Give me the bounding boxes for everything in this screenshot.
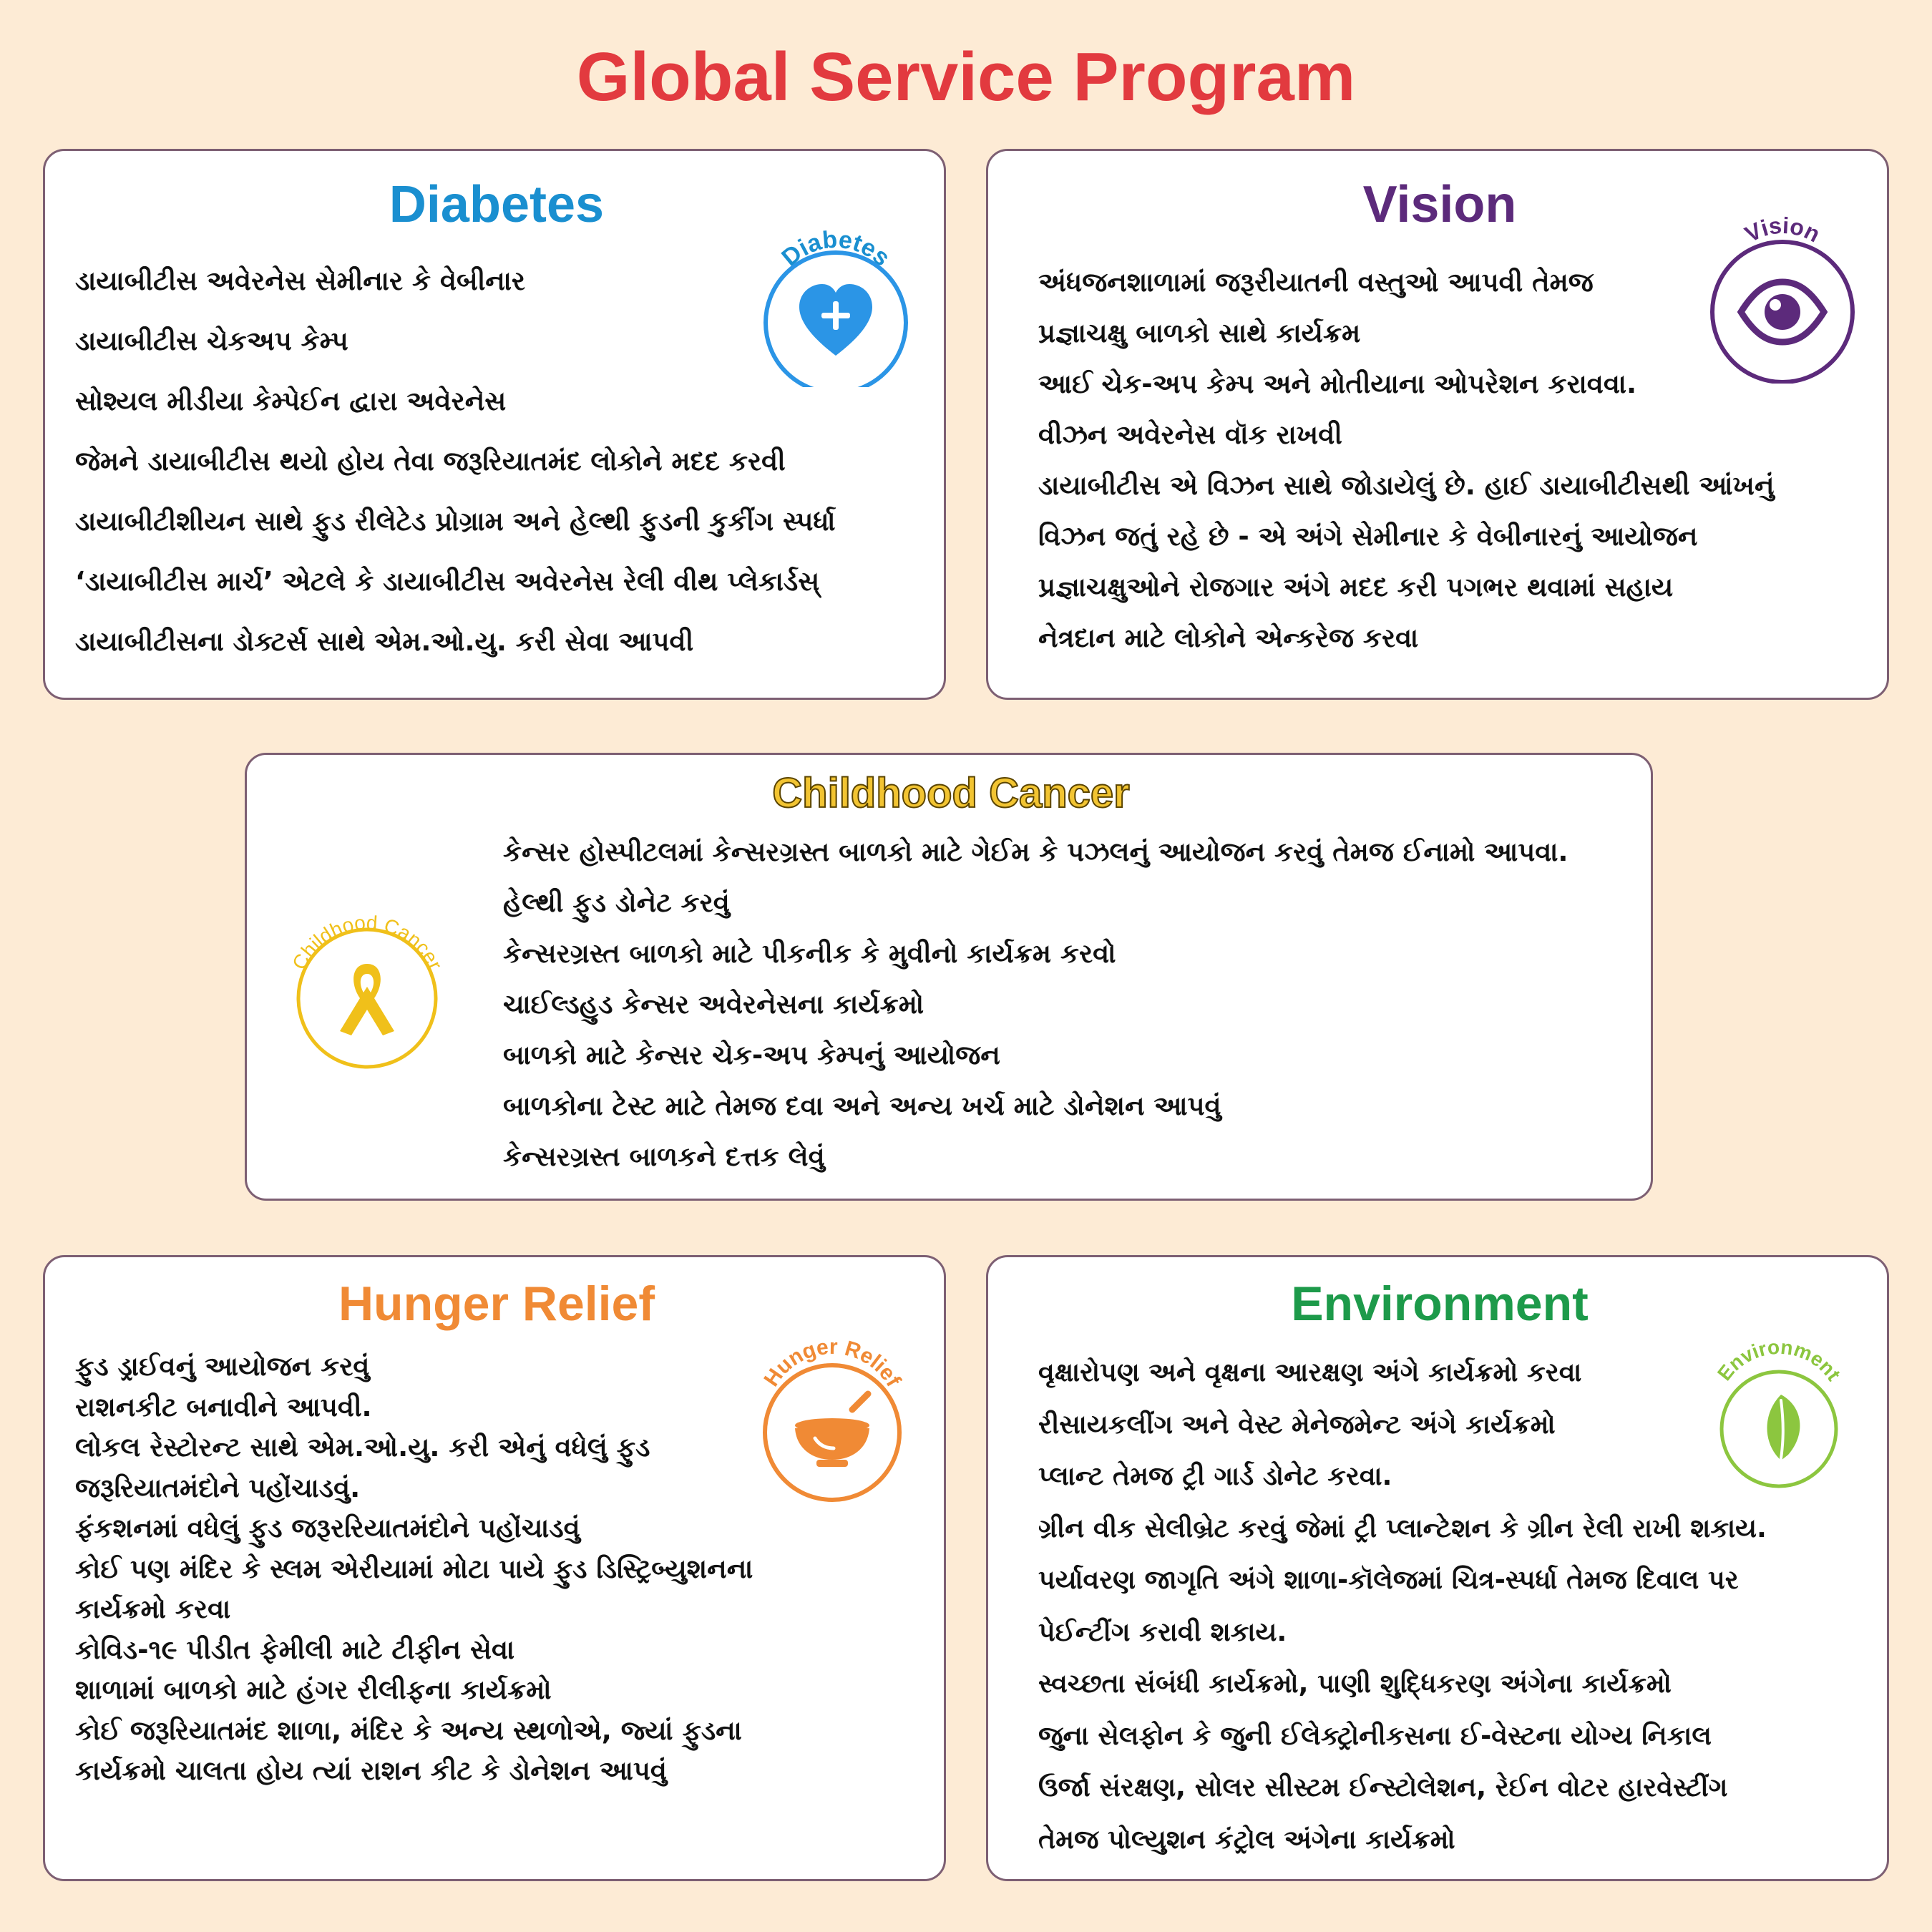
list-item: કોઈ પણ મંદિર કે સ્લમ એરીયામાં મોટા પાયે ફુડ ડિસ્ટ્રિબ્યુશનના xyxy=(75,1553,753,1584)
food-bowl-icon xyxy=(795,1394,869,1467)
item-list xyxy=(503,826,1568,1182)
list-item: ઉર્જા સંરક્ષણ, સોલર સીસ્ટમ ઈન્સ્ટોલેશન, રેઈન વોટર હારવેસ્ટીંગ xyxy=(1038,1772,1728,1802)
card-title: Diabetes xyxy=(389,176,605,233)
list-item: સોશ્યલ મીડીયા કેમ્પેઈન દ્વારા અવેરનેસ xyxy=(75,386,507,416)
list-item: વિઝન જતું રહે છે - એ અંગે સેમીનાર કે વેબીનારનું આયોજન xyxy=(1038,521,1698,552)
list-item: વીઝન અવેરનેસ વૉક રાખવી xyxy=(1038,419,1342,450)
list-item: બાળકોના ટેસ્ટ માટે તેમજ દવા અને અન્ય ખર્ચ માટે ડોનેશન આપવું xyxy=(503,1091,1221,1121)
list-item: કોઈ જરૂરિયાતમંદ શાળા, મંદિર કે અન્ય સ્થળોએ, જ્યાં ફુડના xyxy=(75,1714,742,1746)
list-item: શાળામાં બાળકો માટે હંગર રીલીફના કાર્યક્રમો xyxy=(75,1674,552,1705)
heart-plus-icon xyxy=(799,284,872,356)
list-item: ડાયાબીટીસ એ વિઝન સાથે જોડાયેલું છે. હાઈ ડાયાબીટીસથી આંખનું xyxy=(1038,470,1775,501)
badge-label: Childhood Cancer xyxy=(288,911,447,974)
list-item: તેમજ પોલ્યુશન કંટ્રોલ અંગેના કાર્યક્રમો xyxy=(1038,1823,1455,1855)
item-list xyxy=(1038,257,1775,663)
childhood-cancer-card xyxy=(245,753,1653,1201)
environment-badge xyxy=(1697,1329,1861,1493)
badge-label: Diabetes xyxy=(776,225,896,272)
hunger-relief-card xyxy=(43,1255,946,1881)
list-item: અંધજનશાળામાં જરૂરીયાતની વસ્તુઓ આપવી તેમજ xyxy=(1038,267,1594,298)
list-item: પેઈન્ટીંગ કરાવી શકાય. xyxy=(1038,1616,1287,1647)
list-item: આઈ ચેક-અપ કેમ્પ અને મોતીયાના ઓપરેશન કરાવવા. xyxy=(1038,369,1637,399)
list-item: રાશનકીટ બનાવીને આપવી. xyxy=(75,1391,372,1423)
list-item: નેત્રદાન માટે લોકોને એન્કરેજ કરવા xyxy=(1038,623,1419,653)
card-title: Hunger Relief xyxy=(338,1277,655,1331)
item-list xyxy=(1038,1347,1767,1865)
list-item: ‘ડાયાબીટીસ માર્ચ’ એટલે કે ડાયાબીટીસ અવેરનેસ રેલી વીથ પ્લેકાર્ડસ્ xyxy=(75,566,820,597)
list-item: ડાયાબીટીસ ચેકઅપ કેમ્પ xyxy=(75,326,348,356)
list-item: હેલ્થી ફુડ ડોનેટ કરવું xyxy=(503,887,730,918)
vision-badge xyxy=(1697,212,1868,384)
item-list xyxy=(75,1347,753,1792)
environment-card xyxy=(986,1255,1889,1881)
diabetes-card xyxy=(43,149,946,700)
badge-label: Environment xyxy=(1713,1335,1845,1385)
vision-card xyxy=(986,149,1889,700)
list-item: જુના સેલફોન કે જુની ઈલેક્ટ્રોનીકસના ઈ-વેસ્ટના યોગ્ય નિકાલ xyxy=(1038,1719,1712,1751)
card-title: Childhood Cancer xyxy=(772,770,1130,816)
list-item: ડાયાબીટીસ અવેરનેસ સેમીનાર કે વેબીનાર xyxy=(75,265,526,296)
card-title: Vision xyxy=(1362,176,1517,233)
list-item: કોવિડ-૧૯ પીડીત ફેમીલી માટે ટીફીન સેવા xyxy=(75,1634,515,1665)
page-title: Global Service Program xyxy=(576,39,1356,115)
list-item: કેન્સરગ્રસ્ત બાળકો માટે પીકનીક કે મુવીનો કાર્યક્રમ કરવો xyxy=(503,938,1116,969)
diabetes-badge xyxy=(753,223,918,387)
list-item: સ્વચ્છતા સંબંધી કાર્યક્રમો, પાણી શુદ્ધિકરણ અંગેના કાર્યક્રમો xyxy=(1038,1668,1672,1699)
list-item: ગ્રીન વીક સેલીબ્રેટ કરવું જેમાં ટ્રી પ્લાન્ટેશન કે ગ્રીન રેલી રાખી શકાય. xyxy=(1038,1512,1767,1543)
card-title: Environment xyxy=(1291,1277,1589,1331)
awareness-ribbon-icon xyxy=(340,964,394,1035)
list-item: કાર્યક્રમો ચાલતા હોય ત્યાં રાશન કીટ કે ડોનેશન આપવું xyxy=(75,1755,667,1786)
list-item: જેમને ડાયાબીટીસ થયો હોય તેવા જરૂરિયાતમંદ લોકોને મદદ કરવી xyxy=(75,446,786,477)
badge-label: Vision xyxy=(1740,212,1825,248)
list-item: કાર્યક્રમો કરવા xyxy=(75,1594,231,1624)
list-item: ડાયાબીટીસના ડોક્ટર્સ સાથે એમ.ઓ.યુ. કરી સેવા આપવી xyxy=(75,626,694,657)
eye-icon xyxy=(1741,282,1824,342)
list-item: વૃક્ષારોપણ અને વૃક્ષના આરક્ષણ અંગે કાર્યક્રમો કરવા xyxy=(1038,1357,1582,1387)
list-item: ચાઈલ્ડહુડ કેન્સર અવેરનેસના કાર્યક્રમો xyxy=(503,989,924,1020)
list-item: જરૂરિયાતમંદોને પહોંચાડવું. xyxy=(75,1472,361,1503)
list-item: કેન્સરગ્રસ્ત બાળકને દત્તક લેવું xyxy=(503,1141,825,1172)
list-item: લોકલ રેસ્ટોરન્ટ સાથે એમ.ઓ.યુ. કરી એનું વધેલું ફુડ xyxy=(75,1432,650,1463)
list-item: કેન્સર હોસ્પીટલમાં કેન્સરગ્રસ્ત બાળકો માટે ગેઈમ કે પઝલનું આયોજન કરવું તેમજ ઈનામો આપવા. xyxy=(503,836,1568,867)
leaf-icon xyxy=(1767,1395,1800,1468)
list-item: ડાયાબીટીશીયન સાથે ફુડ રીલેટેડ પ્રોગ્રામ અને હેલ્થી ફુડની કુકીંગ સ્પર્ધા xyxy=(75,506,836,537)
list-item: રીસાયકલીંગ અને વેસ્ટ મેનેજમેન્ટ અંગે કાર્યક્રમો xyxy=(1038,1408,1556,1440)
list-item: ફંકશનમાં વધેલું ફુડ જરૂરરિયાતમંદોને પહોંચાડવું xyxy=(75,1513,580,1543)
childhood-cancer-badge xyxy=(281,898,453,1070)
badge-label: Hunger Relief xyxy=(759,1335,906,1391)
list-item: પ્રજ્ઞાચક્ષુઓને રોજગાર અંગે મદદ કરી પગભર થવામાં સહાય xyxy=(1038,572,1674,602)
list-item: પ્લાન્ટ તેમજ ટ્રી ગાર્ડ ડોનેટ કરવા. xyxy=(1038,1460,1392,1491)
list-item: બાળકો માટે કેન્સર ચેક-અપ કેમ્પનું આયોજન xyxy=(503,1040,1000,1070)
list-item: પ્રજ્ઞાચક્ષુ બાળકો સાથે કાર્યક્રમ xyxy=(1038,318,1361,348)
list-item: ફુડ ડ્રાઈવનું આયોજન કરવું xyxy=(75,1351,370,1382)
item-list xyxy=(75,251,836,672)
list-item: પર્યાવરણ જાગૃતિ અંગે શાળા-કૉલેજમાં ચિત્ર-સ્પર્ધા તેમજ દિવાલ પર xyxy=(1038,1564,1739,1595)
hunger-relief-badge xyxy=(746,1332,918,1504)
